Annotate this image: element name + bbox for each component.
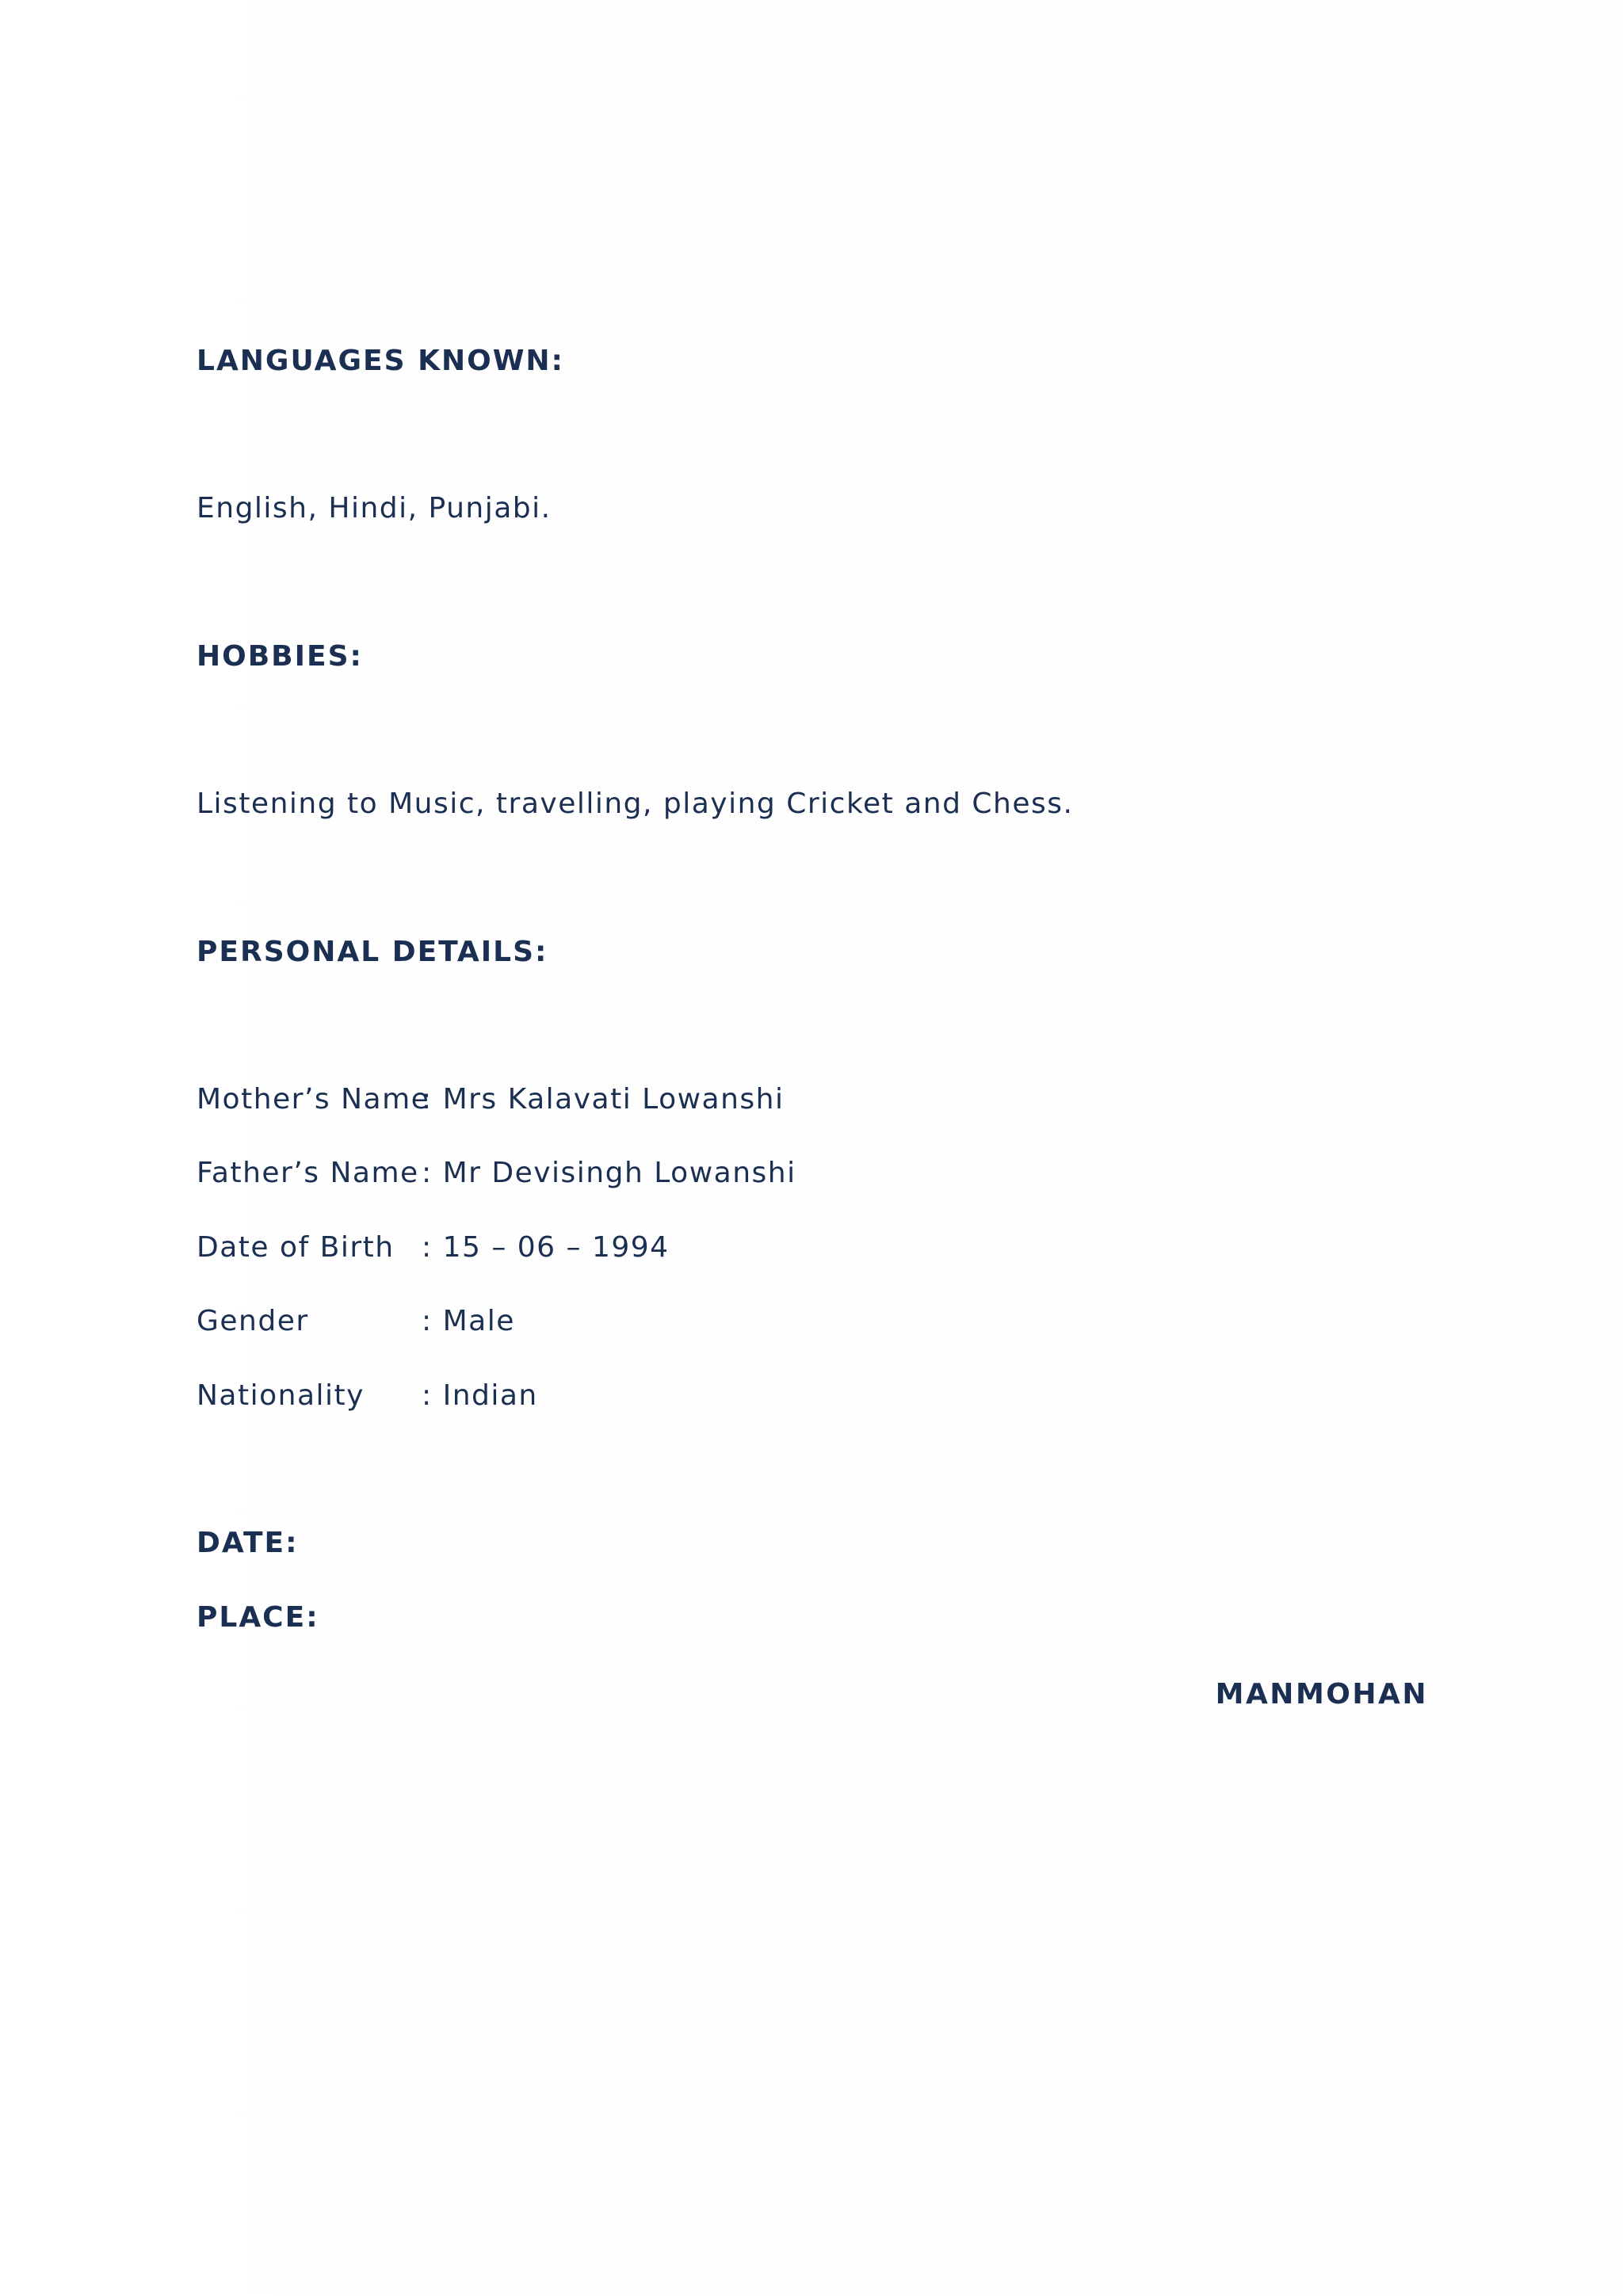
detail-label: Date of Birth bbox=[197, 1231, 395, 1264]
detail-label: Mother’s Name bbox=[197, 1083, 430, 1116]
detail-value: : Indian bbox=[422, 1379, 538, 1412]
detail-label: Nationality bbox=[197, 1379, 365, 1412]
hobbies-heading: HOBBIES: bbox=[197, 640, 363, 673]
hobbies-text: Listening to Music, travelling, playing Cricket and Chess. bbox=[197, 788, 1074, 820]
personal-details-heading: PERSONAL DETAILS: bbox=[197, 936, 548, 968]
detail-label: Father’s Name bbox=[197, 1157, 419, 1189]
place-label: PLACE: bbox=[197, 1601, 319, 1634]
detail-value: : Male bbox=[422, 1305, 515, 1337]
detail-label: Gender bbox=[197, 1305, 309, 1337]
languages-heading: LANGUAGES KNOWN: bbox=[197, 345, 564, 377]
detail-value: : Mr Devisingh Lowanshi bbox=[422, 1157, 796, 1189]
signature-name: MANMOHAN bbox=[1215, 1678, 1428, 1711]
detail-value: : Mrs Kalavati Lowanshi bbox=[422, 1083, 785, 1116]
languages-text: English, Hindi, Punjabi. bbox=[197, 492, 552, 524]
date-label: DATE: bbox=[197, 1527, 299, 1559]
detail-value: : 15 – 06 – 1994 bbox=[422, 1231, 670, 1264]
